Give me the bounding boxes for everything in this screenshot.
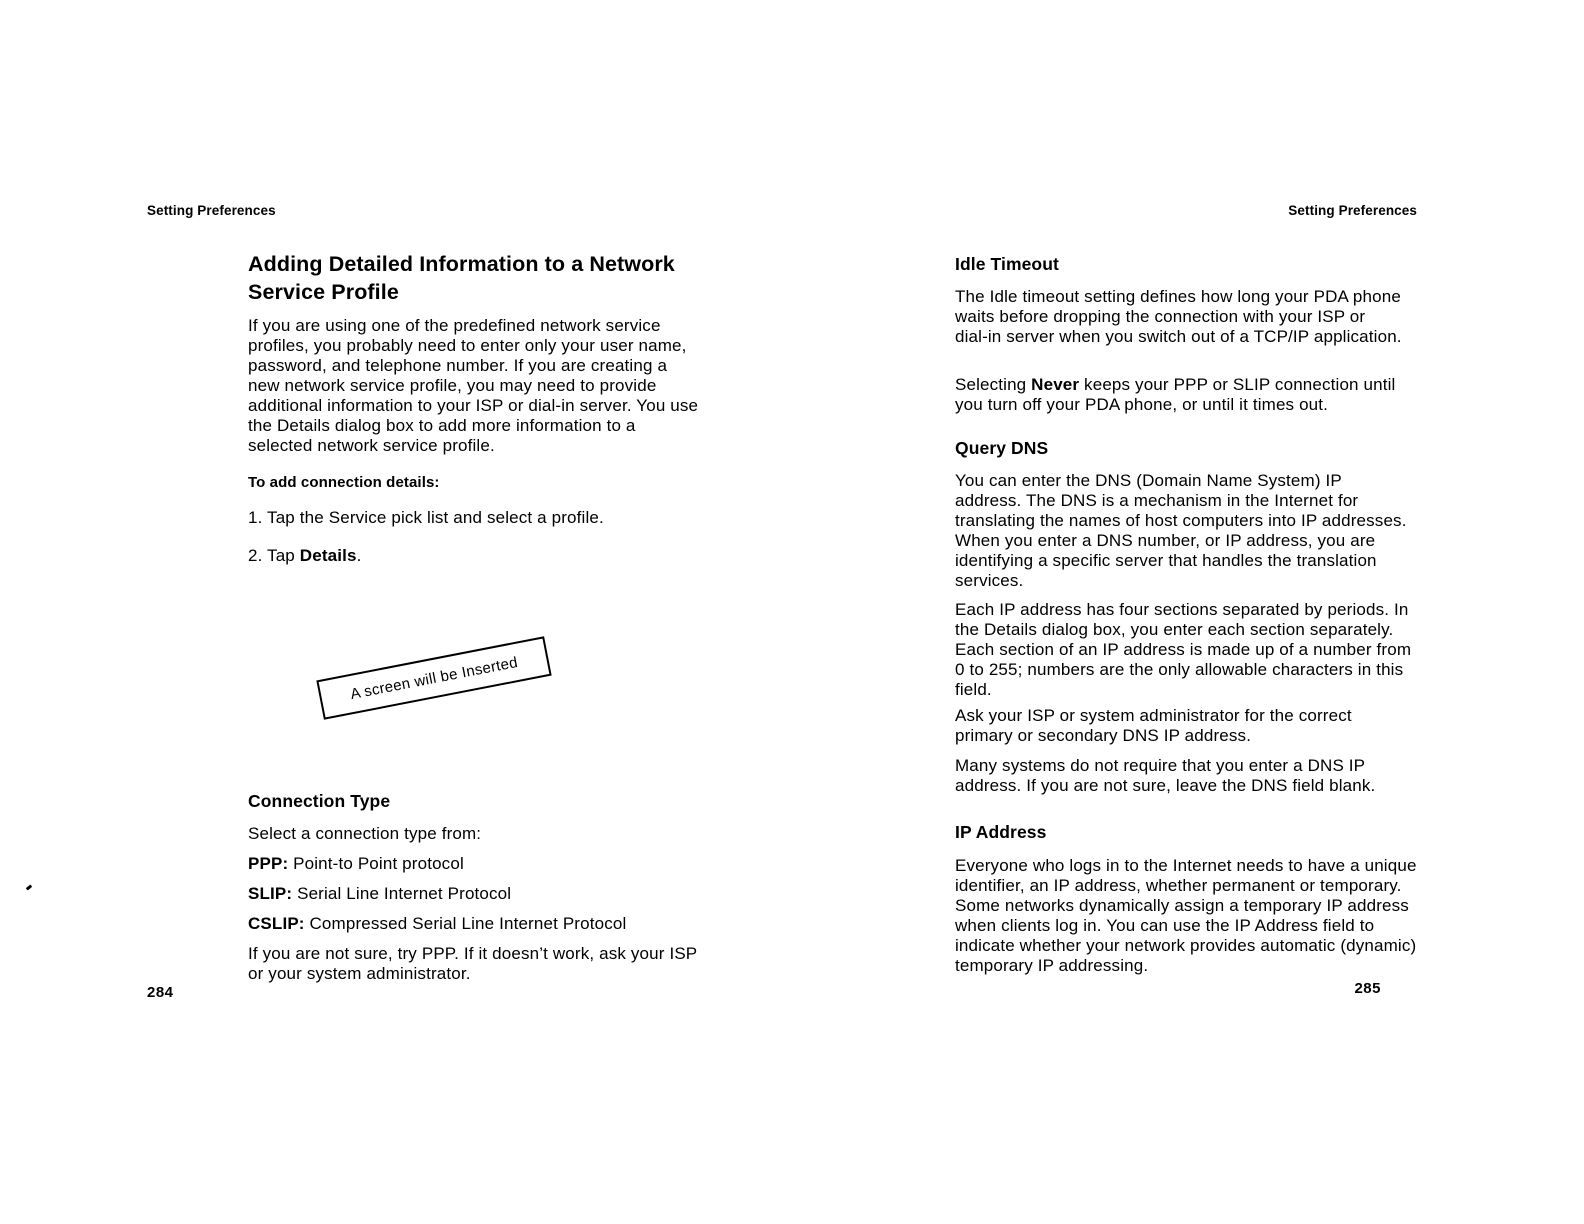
query-dns-heading: Query DNS <box>955 438 1049 458</box>
idle-timeout-paragraph-1: The Idle timeout setting defines how long your PDA phone waits before dropping the connection with your ISP or dial-in server when you switch out of a TCP/IP application. <box>955 287 1402 346</box>
procedure-step-1 <box>248 508 718 528</box>
right-page-number: 285 <box>1354 980 1381 997</box>
step1-text: 1. Tap the Service pick list and select a profile. <box>248 508 604 527</box>
stray-scan-mark <box>26 884 33 890</box>
idle-timeout-heading: Idle Timeout <box>955 254 1059 274</box>
idle-p2-bold: Never <box>1031 375 1080 394</box>
connection-type-intro: Select a connection type from: <box>248 824 482 843</box>
screen-placeholder-label: A screen will be Inserted <box>348 653 520 703</box>
query-dns-paragraph-1: You can enter the DNS (Domain Name System) IP address. The DNS is a mechanism in the Internet for translating the names of host computers into IP addresses. When you enter a DNS number, or IP address, you are identifying a specific server that handles the translation services. <box>955 471 1407 590</box>
query-dns-paragraph-4: Many systems do not require that you enter a DNS IP address. If you are not sure, leave the DNS field blank. <box>955 756 1376 795</box>
slip-desc: Serial Line Internet Protocol <box>292 884 512 903</box>
cslip-term: CSLIP: <box>248 914 305 933</box>
idle-p2-pre: Selecting <box>955 375 1032 394</box>
ppp-term: PPP: <box>248 854 289 873</box>
left-running-header: Setting Preferences <box>147 203 276 218</box>
right-running-header: Setting Preferences <box>1288 203 1417 218</box>
connection-type-heading: Connection Type <box>248 791 391 811</box>
procedure-step-2 <box>248 546 718 566</box>
idle-p2-post: keeps your PPP or SLIP connection until you turn off your PDA phone, or until it times out. <box>955 375 1396 414</box>
cslip-desc: Compressed Serial Line Internet Protocol <box>304 914 627 933</box>
query-dns-paragraph-2: Each IP address has four sections separated by periods. In the Details dialog box, you enter each section separately. Each section of an IP address is made up of a number from 0 to 255; numbers are the only allowable characters in this field. <box>955 600 1412 699</box>
query-dns-paragraph-3: Ask your ISP or system administrator for the correct primary or secondary DNS IP address. <box>955 706 1352 745</box>
step2-text: 2. Tap <box>248 546 300 565</box>
left-page-title: Adding Detailed Information to a Network Service Profile <box>248 252 675 304</box>
ip-address-paragraph-1: Everyone who logs in to the Internet needs to have a unique identifier, an IP address, whether permanent or temporary. Some networks dynamically assign a temporary IP address when clients log in. You can use the IP Address field to indicate whether your network provides automatic (dynamic) temporary IP addressing. <box>955 856 1417 975</box>
connection-type-note: If you are not sure, try PPP. If it doesn’t work, ask your ISP or your system administrator. <box>248 944 697 983</box>
left-page-number: 284 <box>147 984 174 1001</box>
ppp-desc: Point-to Point protocol <box>288 854 464 873</box>
step2-post: . <box>356 546 362 565</box>
procedure-heading: To add connection details: <box>248 474 440 491</box>
idle-timeout-paragraph-2 <box>955 375 1415 415</box>
slip-term: SLIP: <box>248 884 293 903</box>
intro-paragraph: If you are using one of the predefined network service profiles, you probably need to enter only your user name, password, and telephone number. If you are creating a new network service profile, you may need to provide additional information to your ISP or dial-in server. You use the Details dialog box to add more information to a selected network service profile. <box>248 316 699 455</box>
connection-option-cslip <box>248 914 718 934</box>
ip-address-heading: IP Address <box>955 822 1047 842</box>
connection-option-slip <box>248 884 718 904</box>
step2-bold: Details <box>299 546 357 565</box>
screen-placeholder-box <box>316 636 551 720</box>
connection-option-ppp <box>248 854 718 874</box>
